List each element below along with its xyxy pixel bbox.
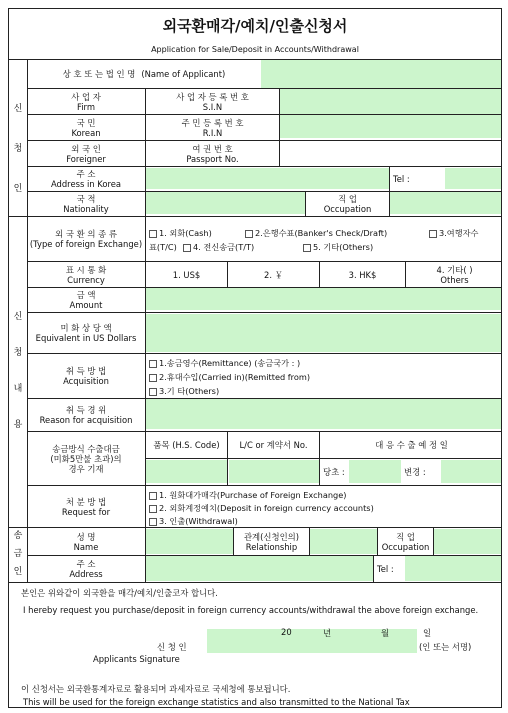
currency-yen[interactable]: 2. ￥ [263,269,284,280]
handle-option-2[interactable]: 2. 외화계정예치(Deposit in foreign currency accounts) [149,503,374,513]
address-label: 주 소 Address in Korea [50,169,122,189]
lc-input[interactable] [229,460,319,483]
rin-label: 주 민 등 록 번 호 R.I.N [181,117,244,138]
hs-input[interactable] [145,460,227,483]
export-plan-label: 대 응 수 출 예 정 일 [375,440,448,450]
relationship-label: 관계(신청인의) Relationship [243,531,300,552]
currency-usd[interactable]: 1. US$ [172,269,201,280]
reason-input[interactable] [145,399,501,429]
receiver-addr-label: 주 소 Address [69,559,103,579]
acquisition-label: 취 득 방 법 Acquisition [63,366,109,386]
receiver-tel-input[interactable] [405,556,501,581]
name-input[interactable] [261,60,501,88]
nationality-input[interactable] [145,192,305,214]
signature-label: 신 청 인 [157,642,187,652]
year-unit: 년 [323,628,332,638]
currency-label: 표 시 통 화 Currency [65,264,107,285]
receiver-name-input[interactable] [145,529,233,554]
amount-label: 금 액 Amount [69,290,103,310]
reason-label: 취 득 경 위 Reason for acquisition [39,405,133,425]
sin-label: 사 업 자 등 록 번 호 S.I.N [176,91,249,112]
notice-ko: 이 신청서는 외국환통계자료로 활용되며 과세자료로 국세청에 통보됩니다. [21,684,291,694]
month-unit: 월 [381,628,390,638]
korean-label: 국 민 Korean [71,117,101,138]
hs-label: 품목 (H.S. Code) [153,440,220,450]
acq-option-1[interactable]: 1.송금영수(Remittance) (송금국가 : ) [149,358,300,368]
dang-input[interactable] [349,460,401,483]
section-applicant: 신 청 인 [13,104,23,194]
name-label: 상 호 또 는 법 인 명 (Name of Applicant) [62,69,226,79]
notice-en: This will be used for the foreign exchange statistics and also transmitted to the National Tax [23,697,410,707]
change-input[interactable] [441,460,501,483]
address-input[interactable] [145,168,389,189]
tel-label: Tel : [393,174,410,184]
amount-input[interactable] [145,288,501,310]
receiver-name-label: 성 명 Name [73,531,99,552]
type-option-3[interactable]: 3.여행자수 [429,228,478,238]
year-label: 20 [281,627,292,637]
sin-rin-input[interactable] [279,88,501,138]
receiver-tel-label: Tel : [377,564,394,574]
type-option-3-cont: 표(T/C) [149,242,177,252]
handle-label: 처 분 방 법 Request for [61,496,111,517]
type-option-4[interactable]: 4. 전신송금(T/T) [183,242,254,252]
usd-label: 미 화 상 당 액 Equivalent in US Dollars [35,323,137,343]
day-unit: 일 [423,628,432,638]
tel-input[interactable] [445,168,501,189]
dang-label: 당초 : [323,467,345,477]
nationality-label: 국 적 Nationality [63,194,109,214]
acq-option-2[interactable]: 2.휴대수입(Carried in)(Remitted from) [149,372,310,382]
type-option-5[interactable]: 5. 기타(Others) [303,242,373,252]
acq-option-3[interactable]: 3.기 타(Others) [149,386,219,396]
handle-option-1[interactable]: 1. 원화대가매각(Purchase of Foreign Exchange) [149,490,346,500]
foreigner-label: 외 국 인 Foreigner [66,143,106,164]
type-option-1[interactable]: 1. 외화(Cash) [149,228,212,238]
receiver-occ-input[interactable] [433,529,501,554]
firm-label: 사 업 자 Firm [71,91,101,112]
form-subtitle: Application for Sale/Deposit in Accounts/Withdrawal [151,45,359,54]
type-option-2[interactable]: 2.은행수표(Banker's Check/Draft) [245,228,387,238]
form-title: 외국환매각/예치/인출신청서 [162,17,348,35]
statement-en: I hereby request you purchase/deposit in foreign currency accounts/withdrawal the above foreign exchange. [23,605,479,615]
usd-input[interactable] [145,314,501,352]
lc-label: L/C or 계약서 No. [239,440,308,450]
occupation-input[interactable] [389,192,501,214]
relationship-input[interactable] [309,529,377,554]
currency-hkd[interactable]: 3. HK$ [348,269,377,280]
occupation-label: 직 업 Occupation [323,194,372,214]
change-label: 변경 : [404,467,426,477]
statement-ko: 본인은 위와같이 외국환을 매각/예치/인출코자 합니다. [21,588,218,598]
signature-label-en: Applicants Signature [93,654,180,664]
signature-note: (인 또는 서명) [419,642,472,652]
export-label: 송금방식 수출대금 (미화5만불 초과)의 경우 기재 [50,443,122,474]
currency-other[interactable]: 4. 기타( ) Others [436,264,473,285]
passport-label: 여 권 번 호 Passport No. [186,143,239,164]
section-receiver: 송 금 인 [13,531,23,577]
receiver-occ-label: 직 업 Occupation [381,531,430,552]
form-border [8,8,502,708]
type-label: 외 국 환 의 종 류 (Type of foreign Exchange) [29,229,143,249]
receiver-addr-input[interactable] [145,556,373,581]
section-details: 신 청 내 용 [13,312,23,430]
handle-option-3[interactable]: 3. 인출(Withdrawal) [149,516,238,526]
